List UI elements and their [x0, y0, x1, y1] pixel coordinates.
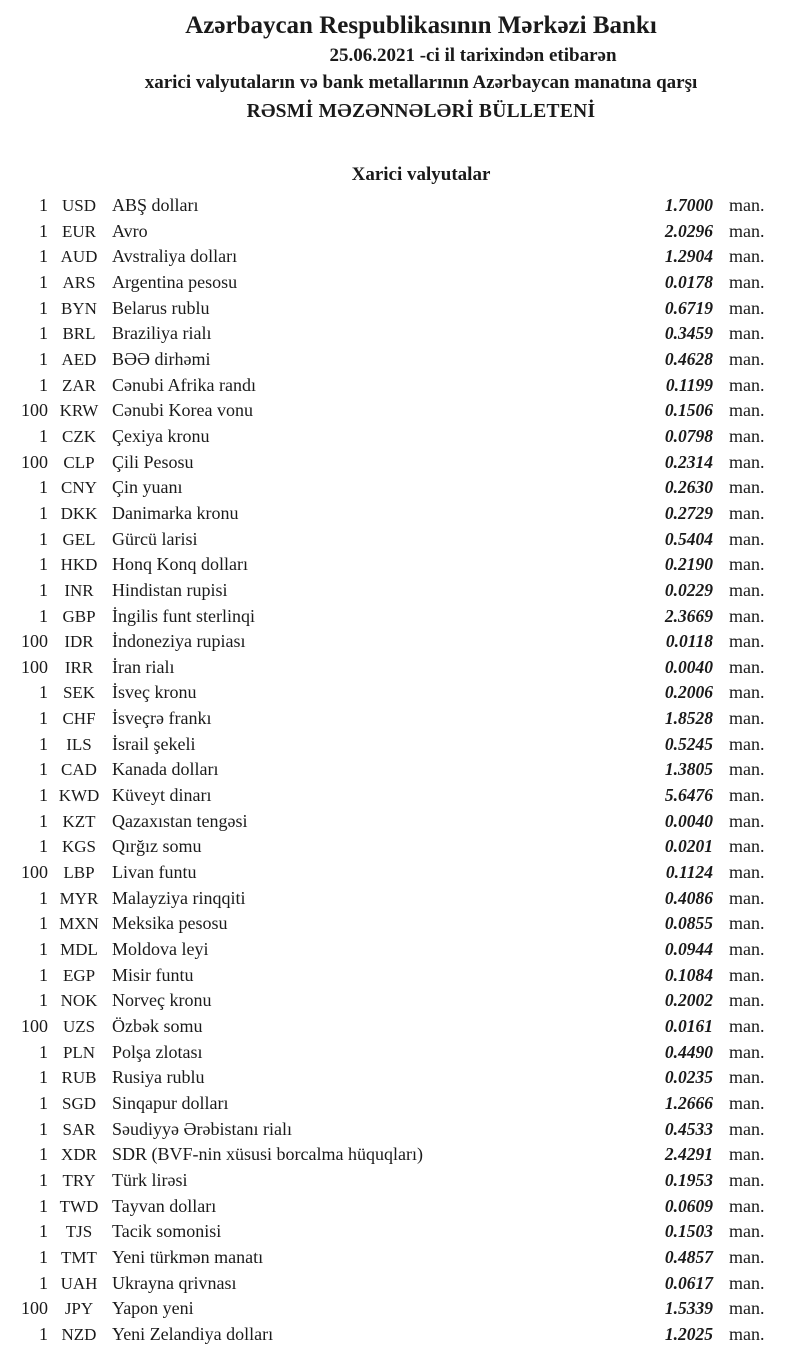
currency-code-cell: ARS: [62, 272, 96, 292]
currency-name-cell: Küveyt dinarı: [112, 785, 212, 806]
quantity-cell: 1: [39, 1246, 48, 1267]
quantity-cell: 1: [39, 502, 48, 523]
bank-title: Azərbaycan Respublikasının Mərkəzi Bankı: [185, 12, 657, 39]
currency-code-cell: PLN: [62, 1042, 96, 1062]
currency-code-cell: TJS: [65, 1222, 93, 1242]
quantity-cell: 1: [39, 323, 48, 344]
currency-name-cell: Səudiyyə Ərəbistanı rialı: [112, 1118, 292, 1139]
rate-value-cell: 0.0040: [664, 656, 713, 677]
rate-value-cell: 0.5245: [664, 733, 713, 754]
rate-value-cell: 1.5339: [664, 1298, 713, 1319]
unit-label-cell: man.: [729, 1016, 765, 1036]
rate-row: [0, 398, 777, 424]
currency-code-cell: TMT: [61, 1247, 97, 1267]
currency-code-cell: NOK: [60, 991, 98, 1011]
rate-value-cell: 0.4086: [664, 887, 713, 908]
rate-value-cell: 1.2666: [664, 1092, 713, 1113]
quantity-cell: 1: [39, 605, 48, 626]
currency-name-cell: Çin yuanı: [112, 477, 183, 498]
quantity-cell: 100: [21, 1298, 48, 1319]
currency-code-cell: CAD: [61, 760, 97, 780]
currency-name-cell: İngilis funt sterlinqi: [112, 605, 255, 626]
quantity-cell: 100: [21, 862, 48, 883]
currency-name-cell: Braziliya rialı: [112, 323, 212, 344]
currency-name-cell: Sinqapur dolları: [112, 1092, 229, 1113]
unit-label-cell: man.: [729, 990, 765, 1011]
currency-name-cell: Avro: [112, 220, 148, 241]
currency-name-cell: Rusiya rublu: [112, 1067, 205, 1088]
bulletin-title: RƏSMİ MƏZƏNNƏLƏRİ BÜLLETENİ: [246, 101, 596, 122]
unit-label-cell: man.: [729, 297, 765, 318]
rate-value-cell: 0.0178: [664, 271, 713, 292]
currency-name-cell: İsveç kronu: [112, 682, 197, 703]
unit-label-cell: man.: [729, 682, 765, 703]
rate-row: [0, 219, 777, 245]
rate-row: [0, 1091, 777, 1117]
currency-name-cell: Misir funtu: [112, 964, 194, 985]
unit-label-cell: man.: [729, 1092, 765, 1113]
currency-code-cell: INR: [64, 580, 94, 600]
currency-name-cell: Argentina pesosu: [112, 271, 238, 292]
rate-row: [0, 193, 777, 219]
rate-row: [0, 860, 777, 886]
currency-code-cell: AED: [61, 349, 97, 369]
rate-row: [0, 1040, 777, 1066]
unit-label-cell: man.: [729, 810, 765, 831]
unit-label-cell: man.: [729, 528, 765, 549]
currency-code-cell: MYR: [59, 888, 99, 908]
rate-row: [0, 886, 777, 912]
currency-name-cell: İran rialı: [112, 656, 175, 677]
currency-name-cell: Yeni Zelandiya dolları: [112, 1323, 274, 1344]
quantity-cell: 1: [39, 810, 48, 831]
unit-label-cell: man.: [729, 1298, 765, 1319]
rate-row: [0, 655, 777, 681]
rate-row: [0, 1117, 777, 1143]
currency-code-cell: BYN: [61, 298, 97, 318]
quantity-cell: 1: [39, 1092, 48, 1113]
unit-label-cell: man.: [729, 1195, 765, 1216]
currency-code-cell: GBP: [62, 606, 96, 626]
rate-row: [0, 1142, 777, 1168]
quantity-cell: 100: [21, 1016, 48, 1036]
quantity-cell: 1: [39, 913, 48, 934]
unit-label-cell: man.: [729, 323, 765, 344]
currency-name-cell: Tacik somonisi: [112, 1221, 222, 1242]
quantity-cell: 1: [39, 1272, 48, 1293]
currency-name-cell: Malayziya rinqqiti: [112, 887, 246, 908]
unit-label-cell: man.: [729, 939, 765, 960]
rate-row: [0, 1245, 777, 1271]
unit-label-cell: man.: [729, 1272, 765, 1293]
rate-row: [0, 244, 777, 270]
currency-name-cell: Polşa zlotası: [112, 1041, 203, 1062]
currency-code-cell: CNY: [61, 478, 97, 498]
rate-value-cell: 0.4857: [664, 1246, 713, 1267]
rate-value-cell: 0.4490: [664, 1041, 713, 1062]
rate-value-cell: 0.0609: [664, 1195, 713, 1216]
unit-label-cell: man.: [729, 631, 765, 652]
currency-name-cell: Yeni türkmən manatı: [112, 1246, 264, 1267]
currency-name-cell: Özbək somu: [112, 1016, 203, 1036]
currency-code-cell: EGP: [62, 965, 96, 985]
unit-label-cell: man.: [729, 1067, 765, 1088]
quantity-cell: 1: [39, 1041, 48, 1062]
unit-label-cell: man.: [729, 1221, 765, 1242]
rate-value-cell: 0.2002: [664, 990, 713, 1011]
currency-name-cell: Danimarka kronu: [112, 502, 239, 523]
unit-label-cell: man.: [729, 220, 765, 241]
rate-row: [0, 834, 777, 860]
currency-code-cell: TWD: [59, 1196, 99, 1216]
unit-label-cell: man.: [729, 913, 765, 934]
rate-row: [0, 629, 777, 655]
quantity-cell: 1: [39, 1323, 48, 1344]
currency-name-cell: Çexiya kronu: [112, 425, 210, 446]
rate-row: [0, 1194, 777, 1220]
currency-name-cell: Moldova leyi: [112, 939, 209, 960]
currency-name-cell: BƏƏ dirhəmi: [112, 348, 211, 369]
rate-value-cell: 0.0201: [664, 836, 713, 857]
bulletin-header: [42, 0, 800, 127]
rate-value-cell: 1.8528: [664, 708, 713, 729]
currency-code-cell: KRW: [59, 401, 99, 421]
currency-code-cell: SAR: [62, 1119, 96, 1139]
rate-value-cell: 0.4628: [664, 348, 713, 369]
unit-label-cell: man.: [729, 1246, 765, 1267]
rate-row: [0, 732, 777, 758]
unit-label-cell: man.: [729, 477, 765, 498]
quantity-cell: 1: [39, 1067, 48, 1088]
rate-value-cell: 0.1124: [665, 862, 713, 883]
rate-row: [0, 321, 777, 347]
currency-code-cell: DKK: [60, 503, 98, 523]
quantity-cell: 1: [39, 1144, 48, 1165]
rate-value-cell: 0.5404: [664, 528, 713, 549]
quantity-cell: 100: [21, 631, 48, 652]
rate-value-cell: 0.0118: [665, 631, 713, 652]
rate-row: [0, 1322, 777, 1348]
rate-row: [0, 1296, 777, 1322]
currency-code-cell: USD: [61, 196, 96, 215]
currency-name-cell: Qırğız somu: [112, 836, 202, 857]
rate-value-cell: 0.2314: [664, 451, 713, 472]
unit-label-cell: man.: [729, 374, 765, 395]
unit-label-cell: man.: [729, 451, 765, 472]
rate-row: [0, 706, 777, 732]
rate-value-cell: 0.2729: [664, 502, 713, 523]
currency-code-cell: ILS: [66, 734, 92, 754]
unit-label-cell: man.: [729, 425, 765, 446]
rate-row: [0, 578, 777, 604]
rate-row: [0, 552, 777, 578]
quantity-cell: 1: [39, 964, 48, 985]
rate-row: [0, 527, 777, 553]
currency-code-cell: LBP: [63, 863, 95, 883]
unit-label-cell: man.: [729, 400, 765, 421]
rate-row: [0, 1168, 777, 1194]
quantity-cell: 1: [39, 759, 48, 780]
currency-name-cell: Cənubi Afrika randı: [112, 374, 256, 395]
rate-value-cell: 0.0855: [664, 913, 713, 934]
rate-row: [0, 1219, 777, 1245]
rate-row: [0, 347, 777, 373]
rate-row: [0, 604, 777, 630]
rate-value-cell: 0.1953: [664, 1169, 713, 1190]
rate-value-cell: 0.0798: [664, 425, 713, 446]
quantity-cell: 1: [39, 425, 48, 446]
currency-code-cell: HKD: [60, 555, 98, 575]
currency-code-cell: KGS: [61, 837, 96, 857]
quantity-cell: 1: [39, 939, 48, 960]
quantity-cell: 1: [39, 195, 48, 215]
rate-value-cell: 5.6476: [664, 785, 713, 806]
rate-row: [0, 1065, 777, 1091]
currency-name-cell: Honq Konq dolları: [112, 554, 248, 575]
rate-value-cell: 2.3669: [664, 605, 713, 626]
unit-label-cell: man.: [729, 785, 765, 806]
unit-label-cell: man.: [729, 1169, 765, 1190]
rate-row: [0, 911, 777, 937]
rate-value-cell: 0.0040: [664, 810, 713, 831]
rate-value-cell: 0.2630: [664, 477, 713, 498]
quantity-cell: 1: [39, 708, 48, 729]
currency-name-cell: Yapon yeni: [112, 1298, 194, 1319]
rate-row: [0, 450, 777, 476]
currency-name-cell: Norveç kronu: [112, 990, 212, 1011]
rate-row: [0, 270, 777, 296]
rate-row: [0, 475, 777, 501]
currency-code-cell: AUD: [60, 247, 98, 267]
currency-name-cell: İsrail şekeli: [112, 733, 196, 754]
rate-row: [0, 1014, 777, 1040]
currency-code-cell: TRY: [62, 1170, 96, 1190]
currency-code-cell: CZK: [62, 426, 96, 446]
quantity-cell: 1: [39, 836, 48, 857]
rate-row: [0, 373, 777, 399]
rate-value-cell: 0.1503: [664, 1221, 713, 1242]
rate-row: [0, 809, 777, 835]
currency-code-cell: EUR: [62, 221, 96, 241]
quantity-cell: 1: [39, 374, 48, 395]
effective-date-line: 25.06.2021 -ci il tarixindən etibarən: [329, 45, 617, 66]
rate-value-cell: 0.1506: [664, 400, 713, 421]
currency-name-cell: Türk lirəsi: [112, 1169, 188, 1190]
rate-row: [0, 963, 777, 989]
currency-code-cell: CLP: [63, 452, 95, 472]
quantity-cell: 1: [39, 348, 48, 369]
quantity-cell: 1: [39, 1118, 48, 1139]
currency-name-cell: Belarus rublu: [112, 297, 210, 318]
rate-value-cell: 0.0944: [664, 939, 713, 960]
currency-code-cell: SGD: [61, 1093, 96, 1113]
unit-label-cell: man.: [729, 759, 765, 780]
rate-value-cell: 1.2025: [664, 1323, 713, 1344]
unit-label-cell: man.: [729, 1144, 765, 1165]
currency-name-cell: Çili Pesosu: [112, 451, 194, 472]
unit-label-cell: man.: [729, 656, 765, 677]
quantity-cell: 1: [39, 1169, 48, 1190]
rate-row: [0, 937, 777, 963]
rate-value-cell: 1.7000: [664, 195, 713, 215]
currency-name-cell: Ukrayna qrivnası: [112, 1272, 237, 1293]
unit-label-cell: man.: [729, 605, 765, 626]
bulletin-subtitle: xarici valyutaların və bank metallarının Azərbaycan manatına qarşı: [144, 72, 698, 93]
rate-row: [0, 296, 777, 322]
quantity-cell: 1: [39, 990, 48, 1011]
section-title-foreign-currencies: Xarici valyutalar: [351, 164, 491, 185]
currency-name-cell: İsveçrə frankı: [112, 708, 212, 729]
currency-code-cell: MDL: [60, 940, 98, 960]
unit-label-cell: man.: [729, 195, 765, 215]
unit-label-cell: man.: [729, 1323, 765, 1344]
rate-value-cell: 0.3459: [664, 323, 713, 344]
rate-value-cell: 0.0617: [664, 1272, 713, 1293]
rate-value-cell: 2.0296: [664, 220, 713, 241]
quantity-cell: 1: [39, 271, 48, 292]
quantity-cell: 1: [39, 785, 48, 806]
rate-row: [0, 783, 777, 809]
quantity-cell: 1: [39, 554, 48, 575]
currency-code-cell: GEL: [62, 529, 96, 549]
currency-name-cell: Hindistan rupisi: [112, 579, 228, 600]
rate-row: [0, 501, 777, 527]
quantity-cell: 100: [21, 451, 48, 472]
rate-row: [0, 680, 777, 706]
currency-code-cell: RUB: [61, 1068, 97, 1088]
unit-label-cell: man.: [729, 554, 765, 575]
currency-code-cell: XDR: [61, 1145, 97, 1165]
rate-value-cell: 0.0161: [664, 1016, 713, 1036]
currency-name-cell: Tayvan dolları: [112, 1195, 217, 1216]
unit-label-cell: man.: [729, 348, 765, 369]
rate-value-cell: 0.0229: [664, 579, 713, 600]
quantity-cell: 1: [39, 528, 48, 549]
quantity-cell: 1: [39, 1221, 48, 1242]
currency-code-cell: KWD: [58, 786, 100, 806]
rate-value-cell: 0.1084: [664, 964, 713, 985]
currency-code-cell: IDR: [64, 632, 94, 652]
currency-name-cell: Avstraliya dolları: [112, 246, 238, 267]
quantity-cell: 1: [39, 1195, 48, 1216]
currency-name-cell: İndoneziya rupiası: [112, 631, 246, 652]
unit-label-cell: man.: [729, 271, 765, 292]
currency-code-cell: UAH: [60, 1273, 98, 1293]
rate-value-cell: 1.3805: [664, 759, 713, 780]
unit-label-cell: man.: [729, 887, 765, 908]
rate-row: [0, 757, 777, 783]
currency-name-cell: Cənubi Korea vonu: [112, 400, 253, 421]
currency-name-cell: Kanada dolları: [112, 759, 219, 780]
rate-value-cell: 2.4291: [664, 1144, 713, 1165]
quantity-cell: 1: [39, 246, 48, 267]
rate-value-cell: 0.4533: [664, 1118, 713, 1139]
unit-label-cell: man.: [729, 836, 765, 857]
quantity-cell: 1: [39, 579, 48, 600]
quantity-cell: 100: [21, 656, 48, 677]
currency-name-cell: Gürcü larisi: [112, 528, 198, 549]
currency-name-cell: ABŞ dolları: [112, 195, 199, 215]
unit-label-cell: man.: [729, 964, 765, 985]
unit-label-cell: man.: [729, 708, 765, 729]
unit-label-cell: man.: [729, 502, 765, 523]
currency-name-cell: Meksika pesosu: [112, 913, 228, 934]
quantity-cell: 1: [39, 220, 48, 241]
quantity-cell: 1: [39, 887, 48, 908]
unit-label-cell: man.: [729, 862, 765, 883]
unit-label-cell: man.: [729, 1041, 765, 1062]
currency-code-cell: CHF: [62, 709, 96, 729]
currency-code-cell: KZT: [62, 811, 96, 831]
currency-code-cell: BRL: [62, 324, 96, 344]
unit-label-cell: man.: [729, 579, 765, 600]
currency-code-cell: IRR: [64, 657, 94, 677]
currency-name-cell: SDR (BVF-nin xüsusi borcalma hüquqları): [112, 1144, 423, 1165]
unit-label-cell: man.: [729, 733, 765, 754]
rate-row: [0, 424, 777, 450]
rate-value-cell: 0.6719: [664, 297, 713, 318]
currency-code-cell: SEK: [62, 683, 96, 703]
quantity-cell: 1: [39, 477, 48, 498]
currency-code-cell: JPY: [64, 1299, 94, 1319]
unit-label-cell: man.: [729, 1118, 765, 1139]
currency-name-cell: Livan funtu: [112, 862, 197, 883]
rate-value-cell: 0.2190: [664, 554, 713, 575]
currency-code-cell: NZD: [61, 1324, 97, 1344]
currency-code-cell: ZAR: [62, 375, 96, 395]
currency-code-cell: MXN: [59, 914, 99, 934]
rate-value-cell: 0.2006: [664, 682, 713, 703]
currency-name-cell: Qazaxıstan tengəsi: [112, 810, 248, 831]
rate-value-cell: 0.0235: [664, 1067, 713, 1088]
rate-row: [0, 1271, 777, 1297]
rate-row: [0, 988, 777, 1014]
unit-label-cell: man.: [729, 246, 765, 267]
rate-value-cell: 1.2904: [664, 246, 713, 267]
quantity-cell: 1: [39, 297, 48, 318]
quantity-cell: 1: [39, 682, 48, 703]
quantity-cell: 1: [39, 733, 48, 754]
exchange-rates-table: [0, 193, 800, 1348]
rate-value-cell: 0.1199: [665, 374, 713, 395]
quantity-cell: 100: [21, 400, 48, 421]
currency-code-cell: UZS: [62, 1017, 96, 1036]
